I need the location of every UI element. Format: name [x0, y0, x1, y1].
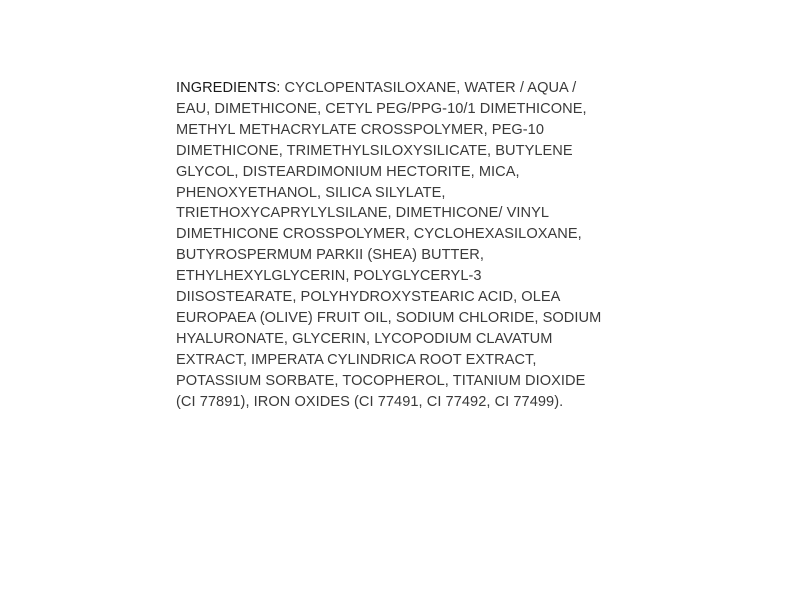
ingredients-line: ETHYLHEXYLGLYCERIN, POLYGLYCERYL-3: [176, 268, 482, 285]
ingredients-line: HYALURONATE, GLYCERIN, LYCOPODIUM CLAVATUM: [176, 330, 553, 347]
ingredients-line-1: [176, 78, 626, 99]
ingredients-line: TRIETHOXYCAPRYLYLSILANE, DIMETHICONE/ VINYL: [176, 205, 550, 222]
ingredients-line: BUTYROSPERMUM PARKII (SHEA) BUTTER,: [176, 247, 484, 264]
ingredients-line: PHENOXYETHANOL, SILICA SILYLATE,: [176, 184, 446, 201]
ingredients-line: DIMETHICONE, TRIMETHYLSILOXYSILICATE, BUTYLENE: [176, 142, 573, 159]
ingredients-line: METHYL METHACRYLATE CROSSPOLYMER, PEG-10: [176, 121, 545, 138]
ingredients-line: (CI 77891), IRON OXIDES (CI 77491, CI 77492, CI 77499).: [176, 393, 564, 410]
ingredients-line: EXTRACT, IMPERATA CYLINDRICA ROOT EXTRACT,: [176, 351, 537, 368]
ingredients-line: DIMETHICONE CROSSPOLYMER, CYCLOHEXASILOXANE,: [176, 226, 582, 243]
ingredients-line: GLYCOL, DISTEARDIMONIUM HECTORITE, MICA,: [176, 163, 520, 180]
ingredients-line-1-text: CYCLOPENTASILOXANE, WATER / AQUA /: [280, 80, 577, 96]
ingredients-list: [176, 78, 626, 413]
ingredients-heading: INGREDIENTS:: [176, 80, 281, 96]
ingredients-line: EAU, DIMETHICONE, CETYL PEG/PPG-10/1 DIMETHICONE,: [176, 100, 587, 117]
ingredients-line: DIISOSTEARATE, POLYHYDROXYSTEARIC ACID, OLEA: [176, 289, 561, 306]
ingredients-line: EUROPAEA (OLIVE) FRUIT OIL, SODIUM CHLORIDE, SODIUM: [176, 309, 602, 326]
ingredients-line: POTASSIUM SORBATE, TOCOPHEROL, TITANIUM DIOXIDE: [176, 372, 586, 389]
